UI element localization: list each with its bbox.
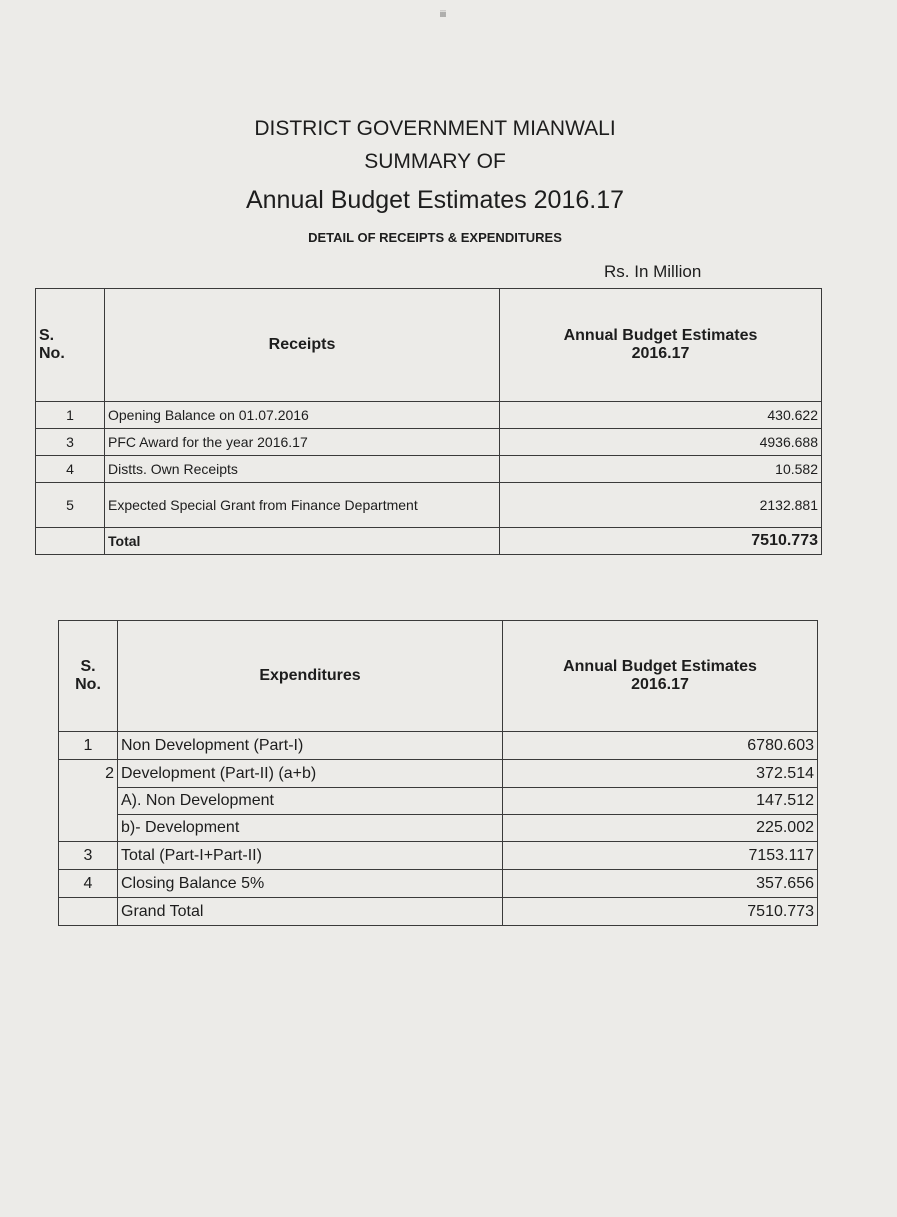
amount-cell: 7153.117	[503, 842, 818, 870]
table-row	[59, 788, 818, 815]
sno-cell: 1	[36, 402, 105, 429]
desc-cell: Development (Part-II) (a+b)	[118, 760, 503, 788]
receipts-header: Receipts	[105, 289, 500, 402]
amount-cell: 225.002	[503, 815, 818, 842]
table-row	[59, 732, 818, 760]
desc-cell: Total (Part-I+Part-II)	[118, 842, 503, 870]
grand-total-label: Grand Total	[118, 898, 503, 926]
table-row	[59, 815, 818, 842]
total-label: Total	[105, 528, 500, 555]
amount-cell: 430.622	[500, 402, 822, 429]
sno-cell: 1	[59, 732, 118, 760]
amount-header: Annual Budget Estimates 2016.17	[500, 289, 822, 402]
sno-header: S. No.	[36, 289, 105, 402]
sno-cell: 3	[36, 429, 105, 456]
desc-cell: Distts. Own Receipts	[105, 456, 500, 483]
total-amount: 7510.773	[500, 528, 822, 555]
sno-header: S. No.	[59, 621, 118, 732]
total-row	[36, 528, 822, 555]
sno-cell: 2	[59, 760, 118, 842]
sno-cell: 3	[59, 842, 118, 870]
amount-header: Annual Budget Estimates 2016.17	[503, 621, 818, 732]
amount-cell: 357.656	[503, 870, 818, 898]
desc-cell: Opening Balance on 01.07.2016	[105, 402, 500, 429]
table-row	[36, 456, 822, 483]
sno-cell: 4	[59, 870, 118, 898]
table-row	[59, 760, 818, 788]
amount-cell: 2132.881	[500, 483, 822, 528]
expenditures-table	[58, 620, 818, 926]
table-row	[36, 483, 822, 528]
table-row	[59, 870, 818, 898]
receipts-table	[35, 288, 822, 555]
sno-cell: 4	[36, 456, 105, 483]
amount-cell: 147.512	[503, 788, 818, 815]
sno-cell	[59, 898, 118, 926]
budget-title: Annual Budget Estimates 2016.17	[245, 186, 625, 214]
sno-cell: 5	[36, 483, 105, 528]
expenditures-header: Expenditures	[118, 621, 503, 732]
header-row	[59, 621, 818, 732]
amount-cell: 372.514	[503, 760, 818, 788]
header-row	[36, 289, 822, 402]
desc-cell: A). Non Development	[118, 788, 503, 815]
sno-cell	[36, 528, 105, 555]
grand-total-row	[59, 898, 818, 926]
table-row	[36, 402, 822, 429]
desc-cell: Expected Special Grant from Finance Department	[105, 483, 500, 528]
table-row	[36, 429, 822, 456]
page-number: iii	[440, 9, 446, 19]
desc-cell: Non Development (Part-I)	[118, 732, 503, 760]
desc-cell: Closing Balance 5%	[118, 870, 503, 898]
amount-cell: 6780.603	[503, 732, 818, 760]
detail-subtitle: DETAIL OF RECEIPTS & EXPENDITURES	[308, 230, 562, 245]
grand-total-amount: 7510.773	[503, 898, 818, 926]
summary-title: SUMMARY OF	[364, 150, 506, 173]
desc-cell: b)- Development	[118, 815, 503, 842]
desc-cell: PFC Award for the year 2016.17	[105, 429, 500, 456]
amount-cell: 4936.688	[500, 429, 822, 456]
district-title: DISTRICT GOVERNMENT MIANWALI	[254, 117, 616, 140]
unit-label: Rs. In Million	[604, 262, 702, 281]
table-row	[59, 842, 818, 870]
amount-cell: 10.582	[500, 456, 822, 483]
